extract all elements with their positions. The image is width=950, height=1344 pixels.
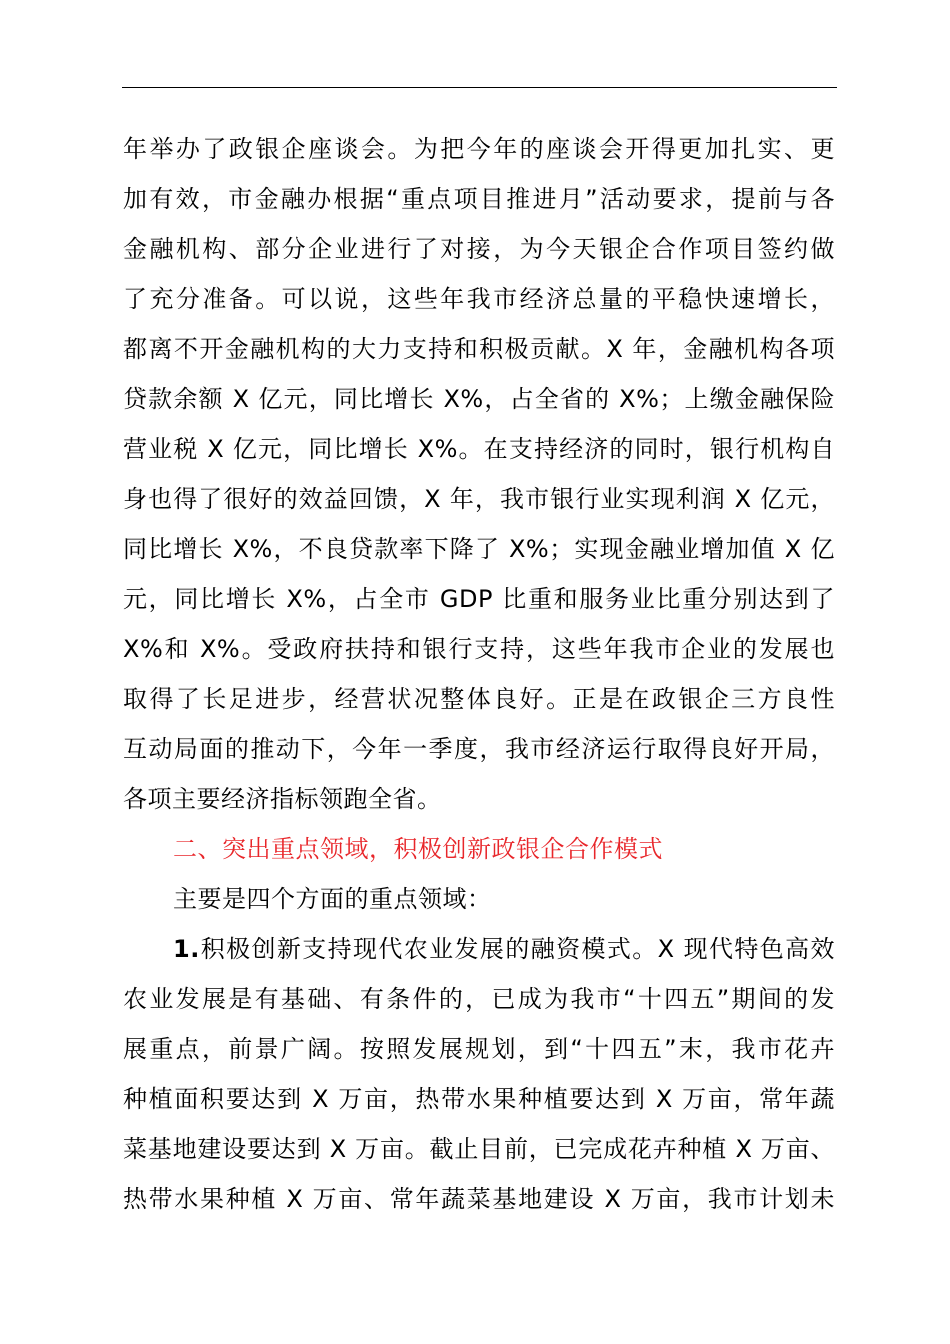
text-line: 菜基地建设要达到 X 万亩。截止目前，已完成花卉种植 X 万亩、 (123, 1135, 835, 1163)
text-line: 互动局面的推动下，今年一季度，我市经济运行取得良好开局， (123, 735, 835, 763)
text-line: 农业发展是有基础、有条件的，已成为我市“十四五”期间的发 (123, 985, 835, 1013)
list-item-first-line (123, 924, 835, 974)
text-line: 热带水果种植 X 万亩、常年蔬菜基地建设 X 万亩，我市计划未 (123, 1185, 835, 1213)
text-line: 贷款余额 X 亿元，同比增长 X%，占全省的 X%；上缴金融保险 (123, 385, 835, 413)
text-line: 各项主要经济指标领跑全省。 (123, 785, 442, 813)
item-text: 积极创新支持现代农业发展的融资模式。X 现代特色高效 (199, 935, 835, 963)
text-line: 取得了长足进步，经营状况整体良好。正是在政银企三方良性 (123, 685, 835, 713)
text-line: 种植面积要达到 X 万亩，热带水果种植要达到 X 万亩，常年蔬 (123, 1085, 835, 1113)
text-line: 了充分准备。可以说，这些年我市经济总量的平稳快速增长， (123, 285, 835, 313)
section-heading: 二、突出重点领域，积极创新政银企合作模式 (173, 835, 663, 863)
text-line: 身也得了很好的效益回馈，X 年，我市银行业实现利润 X 亿元， (123, 485, 835, 513)
text-line: 都离不开金融机构的大力支持和积极贡献。X 年，金融机构各项 (123, 335, 835, 363)
text-line: 展重点，前景广阔。按照发展规划，到“十四五”末，我市花卉 (123, 1035, 835, 1063)
text-line: 加有效，市金融办根据“重点项目推进月”活动要求，提前与各 (123, 185, 835, 213)
text-line: 金融机构、部分企业进行了对接，为今天银企合作项目签约做 (123, 235, 835, 263)
intro-line: 主要是四个方面的重点领域： (173, 885, 492, 913)
document-body (123, 124, 835, 1224)
header-rule (122, 87, 837, 88)
text-line: X%和 X%。受政府扶持和银行支持，这些年我市企业的发展也 (123, 635, 835, 663)
text-line: 同比增长 X%，不良贷款率下降了 X%；实现金融业增加值 X 亿 (123, 535, 835, 563)
text-line: 营业税 X 亿元，同比增长 X%。在支持经济的同时，银行机构自 (123, 435, 835, 463)
item-number: 1. (173, 935, 200, 963)
text-line: 元，同比增长 X%，占全市 GDP 比重和服务业比重分别达到了 (123, 585, 835, 613)
text-line: 年举办了政银企座谈会。为把今年的座谈会开得更加扎实、更 (123, 135, 835, 163)
